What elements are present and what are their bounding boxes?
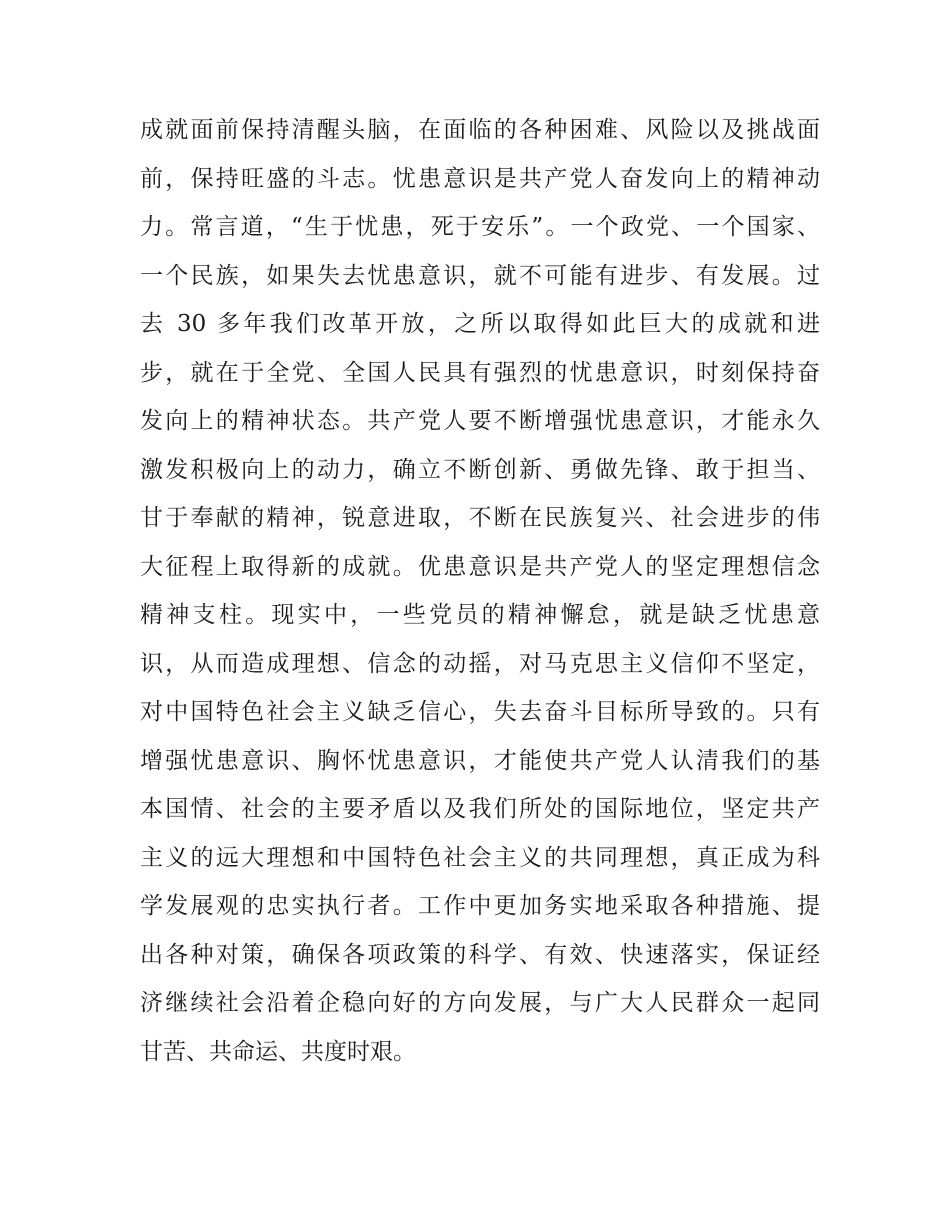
text-line: 学发展观的忠实执行者。工作中更加务实地采取各种措施、提 (140, 893, 820, 919)
text-line: 增强忧患意识、胸怀忧患意识，才能使共产党人认清我们的基 (140, 747, 820, 774)
body-paragraph (140, 106, 820, 1076)
text-line: 精神支柱。现实中，一些党员的精神懈怠，就是缺乏忧患意 (140, 602, 820, 628)
text-line: 发向上的精神状态。共产党人要不断增强忧患意识，才能永久 (140, 408, 820, 434)
text-line: 主义的远大理想和中国特色社会主义的共同理想，真正成为科 (140, 844, 820, 871)
text-line: 去 30 多年我们改革开放，之所以取得如此巨大的成就和进 (140, 311, 820, 337)
text-line: 本国情、社会的主要矛盾以及我们所处的国际地位，坚定共产 (140, 796, 820, 822)
text-line: 成就面前保持清醒头脑，在面临的各种困难、风险以及挑战面 (140, 117, 820, 143)
text-line: 识，从而造成理想、信念的动摇，对马克思主义信仰不坚定， (140, 650, 820, 677)
text-line: 济继续社会沿着企稳向好的方向发展，与广大人民群众一起同 (140, 990, 820, 1016)
text-line: 甘于奉献的精神，锐意进取，不断在民族复兴、社会进步的伟 (140, 505, 820, 531)
text-line: 出各种对策，确保各项政策的科学、有效、快速落实，保证经 (140, 941, 820, 968)
text-line: 步，就在于全党、全国人民具有强烈的忧患意识，时刻保持奋 (140, 359, 820, 386)
text-line: 一个民族，如果失去忧患意识，就不可能有进步、有发展。过 (140, 262, 820, 289)
text-line: 激发积极向上的动力，确立不断创新、勇做先锋、敢于担当、 (140, 456, 820, 483)
text-line: 甘苦、共命运、共度时艰。 (140, 1038, 416, 1065)
text-line: 前，保持旺盛的斗志。忧患意识是共产党人奋发向上的精神动 (140, 165, 820, 192)
text-line: 力。常言道，“生于忧患，死于安乐”。一个政党、一个国家、 (140, 214, 820, 240)
text-line: 对中国特色社会主义缺乏信心，失去奋斗目标所导致的。只有 (140, 699, 820, 725)
text-line: 大征程上取得新的成就。优患意识是共产党人的坚定理想信念 (140, 553, 820, 580)
